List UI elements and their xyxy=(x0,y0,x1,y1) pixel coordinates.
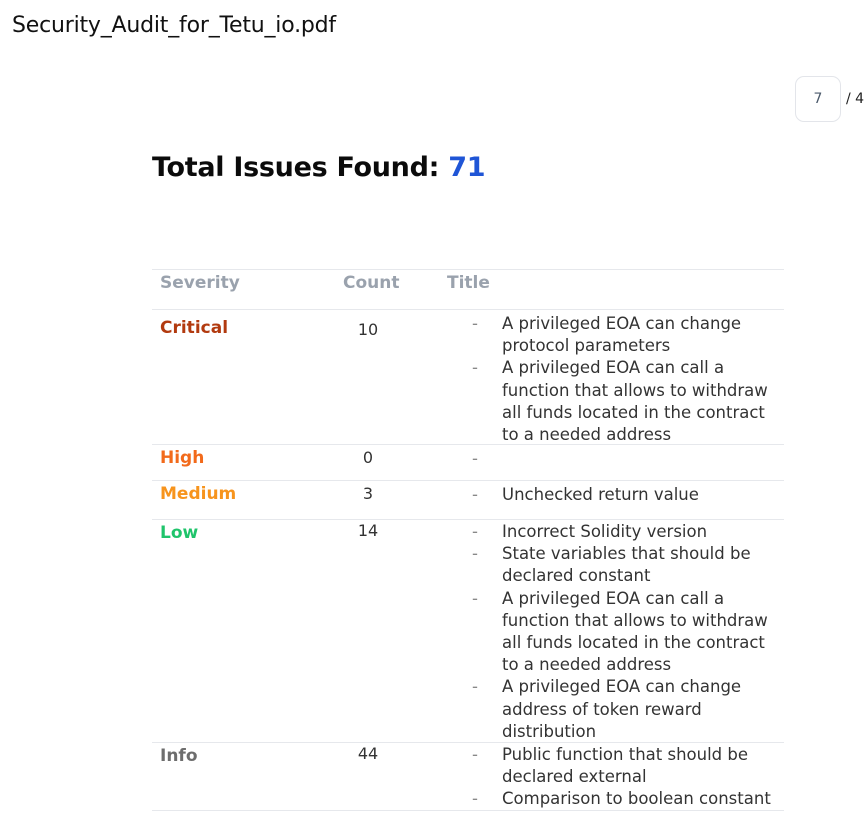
count-low: 14 xyxy=(357,521,379,540)
title-item: - A privileged EOA can change address of token reward distribution xyxy=(472,677,742,741)
count-medium: 3 xyxy=(362,484,374,503)
table-row-critical xyxy=(152,309,784,444)
page-number-input[interactable] xyxy=(795,76,841,122)
severity-critical: Critical xyxy=(160,318,229,338)
title-item: - A privileged EOA can call a function that allows to withdraw all funds located in the contract to a needed address xyxy=(472,358,768,445)
count-info: 44 xyxy=(357,744,379,763)
count-high: 0 xyxy=(362,448,374,467)
title-item: - Unchecked return value xyxy=(472,485,699,504)
severity-info: Info xyxy=(160,746,198,766)
table-row-low xyxy=(152,519,784,742)
title-item: - State variables that should be declared constant xyxy=(472,544,751,586)
titles-info xyxy=(472,744,784,811)
header-severity: Severity xyxy=(160,273,240,293)
total-issues-label: Total Issues Found: xyxy=(152,152,440,183)
count-critical: 10 xyxy=(357,320,379,339)
severity-high: High xyxy=(160,448,205,468)
table-row-info xyxy=(152,742,784,811)
severity-medium: Medium xyxy=(160,484,237,504)
severity-low: Low xyxy=(160,523,199,543)
titles-low xyxy=(472,521,784,743)
title-item: - Comparison to boolean constant xyxy=(472,789,771,809)
table-row-medium xyxy=(152,480,784,519)
title-item: - A privileged EOA can change protocol parameters xyxy=(472,314,742,356)
table-header-row xyxy=(152,269,784,309)
title-item: - Incorrect Solidity version xyxy=(472,522,708,541)
header-count: Count xyxy=(343,273,400,293)
header-title: Title xyxy=(447,273,490,293)
total-issues-count: 71 xyxy=(448,152,486,183)
table-row-high: High 0 - xyxy=(152,444,784,480)
titles-medium xyxy=(472,484,784,506)
page-navigator xyxy=(795,76,864,122)
title-item: - A privileged EOA can call a function that allows to withdraw all funds located in the contract to a needed address xyxy=(472,588,768,675)
total-issues-heading xyxy=(152,152,485,183)
issues-table xyxy=(152,269,784,811)
titles-critical xyxy=(472,313,784,446)
title-item: - Public function that should be declared external xyxy=(472,745,749,787)
page-total-label: / 4 xyxy=(846,91,864,107)
document-filename: Security_Audit_for_Tetu_io.pdf xyxy=(12,13,336,38)
